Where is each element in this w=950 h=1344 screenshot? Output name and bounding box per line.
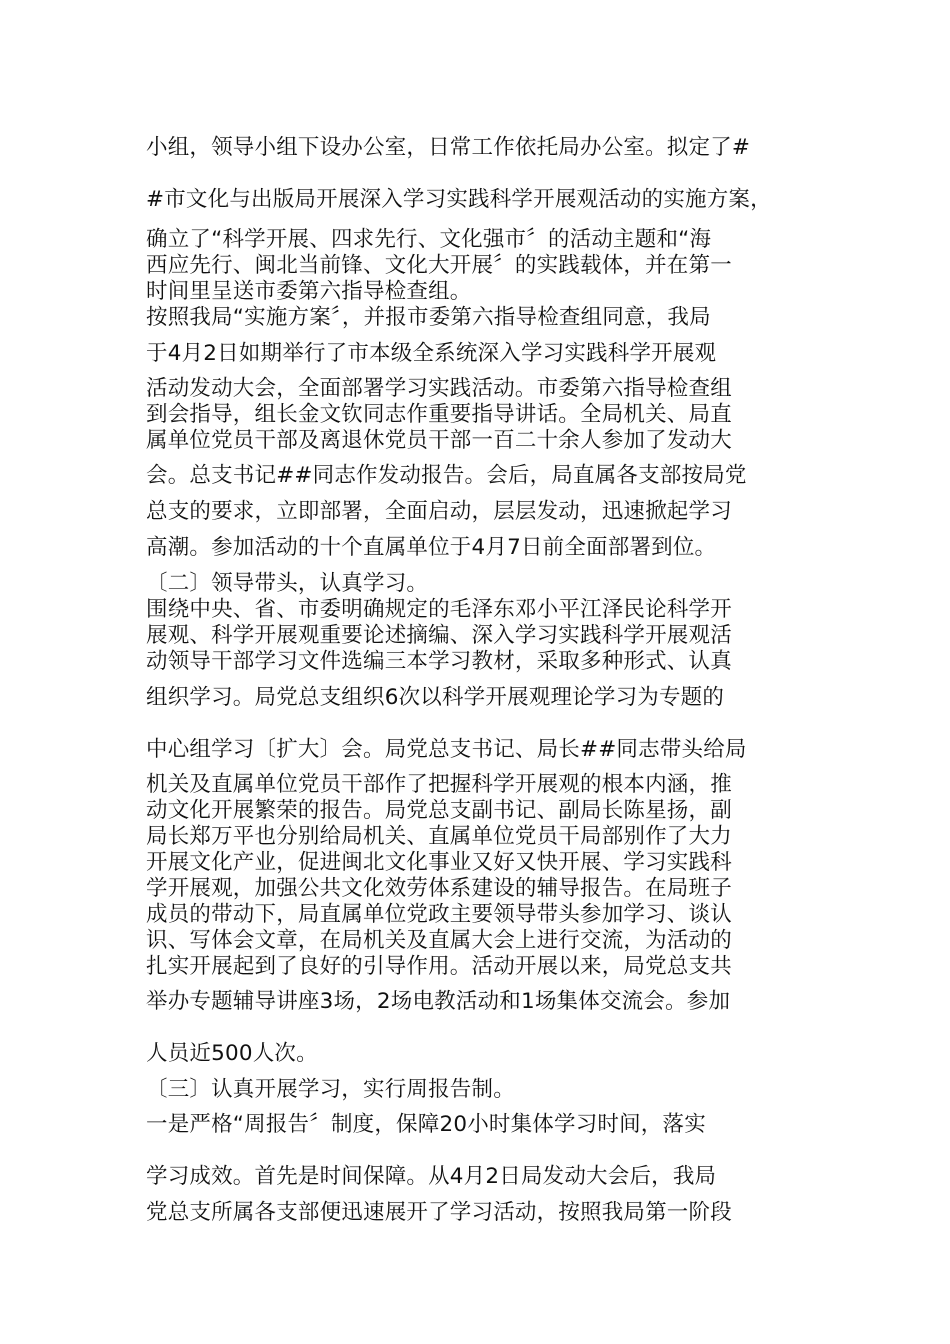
text-line: 中心组学习〔扩大〕会。局党总支书记、局长##同志带头给局 <box>146 737 747 762</box>
section-heading: 〔三〕认真开展学习，实行周报告制。 <box>146 1077 515 1102</box>
text-line: 确立了“科学开展、四求先行、文化强市〞的活动主题和“海 <box>146 227 712 252</box>
text-line: 会。总支书记##同志作发动报告。会后，局直属各支部按局党 <box>146 463 747 488</box>
text-line: 高潮。参加活动的十个直属单位于4月7日前全面部署到位。 <box>146 535 717 560</box>
text-line: 扎实开展起到了良好的引导作用。活动开展以来，局党总支共 <box>146 954 732 979</box>
text-line: 识、写体会文章，在局机关及直属大会上进行交流，为活动的 <box>146 928 732 953</box>
text-line: 动文化开展繁荣的报告。局党总支副书记、副局长陈星扬，副 <box>146 798 732 823</box>
text-line: 成员的带动下，局直属单位党政主要领导带头参加学习、谈认 <box>146 902 732 927</box>
text-line: 举办专题辅导讲座3场，2场电教活动和1场集体交流会。参加 <box>146 989 731 1014</box>
text-line: 人员近500人次。 <box>146 1041 318 1066</box>
text-line: 属单位党员干部及离退休党员干部一百二十余人参加了发动大 <box>146 428 732 453</box>
text-line: 时间里呈送市委第六指导检查组。 <box>146 279 472 304</box>
text-line: 到会指导，组长金文钦同志作重要指导讲话。全局机关、局直 <box>146 402 732 427</box>
section-heading: 〔二〕领导带头，认真学习。 <box>146 571 429 596</box>
text-line: 组织学习。局党总支组织6次以科学开展观理论学习为专题的 <box>146 685 725 710</box>
text-line: 开展文化产业，促进闽北文化事业又好又快开展、学习实践科 <box>146 850 732 875</box>
text-line: 局长郑万平也分别给局机关、直属单位党员干局部别作了大力 <box>146 824 732 849</box>
text-line: 学开展观，加强公共文化效劳体系建设的辅导报告。在局班子 <box>146 876 732 901</box>
text-line: #市文化与出版局开展深入学习实践科学开展观活动的实施方案， <box>146 187 772 212</box>
text-line: 活动发动大会，全面部署学习实践活动。市委第六指导检查组 <box>146 376 732 401</box>
text-line: 机关及直属单位党员干部作了把握科学开展观的根本内涵，推 <box>146 772 732 797</box>
text-line: 小组，领导小组下设办公室，日常工作依托局办公室。拟定了# <box>146 135 751 160</box>
text-line: 西应先行、闽北当前锋、文化大开展〞的实践载体，并在第一 <box>146 253 732 278</box>
text-line: 于4月2日如期举行了市本级全系统深入学习实践科学开展观 <box>146 341 717 366</box>
text-line: 总支的要求，立即部署，全面启动，层层发动，迅速掀起学习 <box>146 499 732 524</box>
text-line: 党总支所属各支部便迅速展开了学习活动，按照我局第一阶段 <box>146 1200 732 1225</box>
text-line: 按照我局“实施方案〞，并报市委第六指导检查组同意，我局 <box>146 305 711 330</box>
text-line: 学习成效。首先是时间保障。从4月2日局发动大会后，我局 <box>146 1164 717 1189</box>
text-line: 一是严格“周报告〞制度，保障20小时集体学习时间，落实 <box>146 1112 706 1137</box>
text-line: 围绕中央、省、市委明确规定的毛泽东邓小平江泽民论科学开 <box>146 597 732 622</box>
text-line: 展观、科学开展观重要论述摘编、深入学习实践科学开展观活 <box>146 623 732 648</box>
text-line: 动领导干部学习文件选编三本学习教材，采取多种形式、认真 <box>146 649 732 674</box>
